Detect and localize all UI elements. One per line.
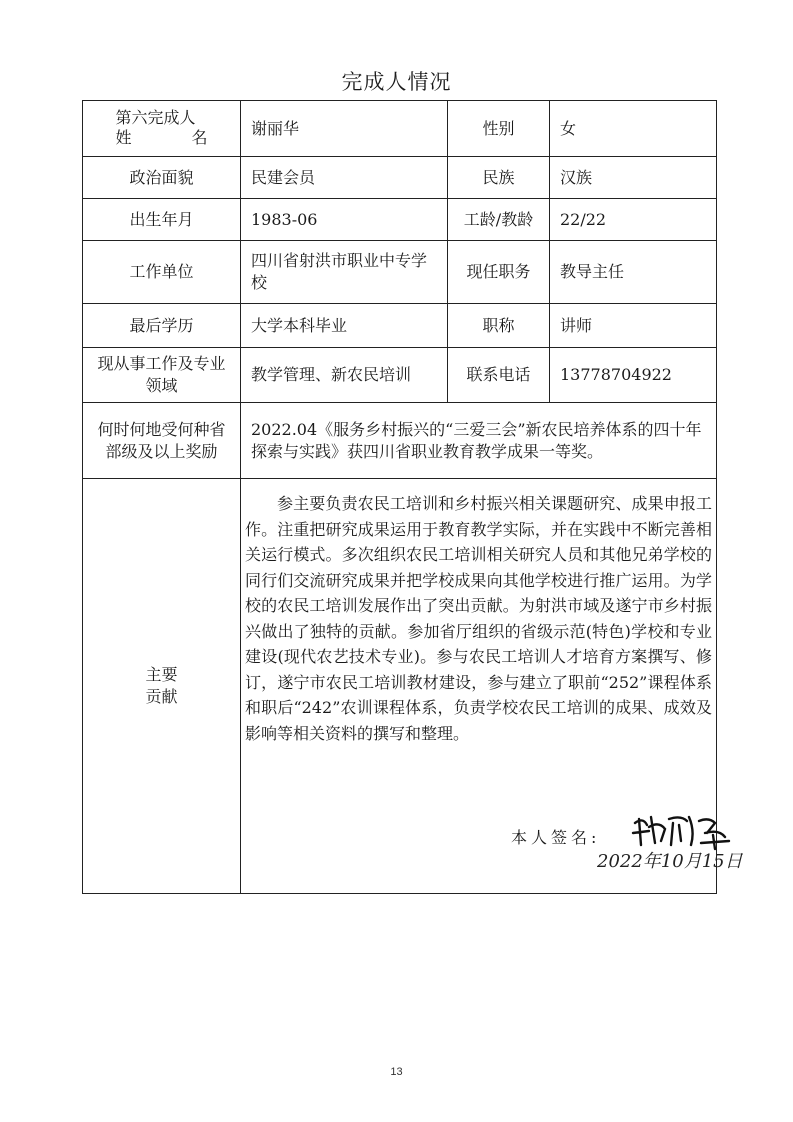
workplace-value: 四川省射洪市职业中专学校 <box>241 241 448 304</box>
birth-label: 出生年月 <box>83 199 241 241</box>
completer-info-table <box>82 100 743 894</box>
award-label: 何时何地受何种省部级及以上奖励 <box>83 403 241 479</box>
table-row <box>83 304 717 348</box>
workplace-label: 工作单位 <box>83 241 241 304</box>
table-row <box>83 479 717 894</box>
table-row <box>83 403 717 479</box>
professional-title-value: 讲师 <box>550 304 717 348</box>
contribution-label-line2: 贡献 <box>145 687 178 706</box>
seniority-label: 工龄/教龄 <box>448 199 550 241</box>
name-value: 谢丽华 <box>241 101 448 157</box>
field-label: 现从事工作及专业领域 <box>83 348 241 403</box>
gender-label: 性别 <box>448 101 550 157</box>
seniority-value: 22/22 <box>550 199 717 241</box>
contribution-label-cell <box>83 479 241 894</box>
name-label-given: 名 <box>191 128 208 147</box>
table-row <box>83 348 717 403</box>
field-value: 教学管理、新农民培训 <box>241 348 448 403</box>
page-number: 13 <box>390 1066 403 1078</box>
handwritten-signature <box>629 811 749 851</box>
page-title: 完成人情况 <box>341 70 452 94</box>
phone-value: 13778704922 <box>550 348 717 403</box>
name-label-line1: 第六完成人 <box>115 108 196 127</box>
position-label: 现任职务 <box>448 241 550 304</box>
table-row <box>83 101 717 157</box>
professional-title-label: 职称 <box>448 304 550 348</box>
education-value: 大学本科毕业 <box>241 304 448 348</box>
table-row <box>83 241 717 304</box>
name-label-cell <box>83 101 241 157</box>
education-label: 最后学历 <box>83 304 241 348</box>
gender-value: 女 <box>550 101 717 157</box>
contribution-text: 参主要负责农民工培训和乡村振兴相关课题研究、成果申报工作。注重把研究成果运用于教育教学实际，并在实践中不断完善相关运行模式。多次组织农民工培训相关研究人员和其他兄弟学校的同行们交流研究成果并把学校成果向其他学校进行推广运用。为学校的农民工培训发展作出了突出贡献。为射洪市域及遂宁市乡村振兴做出了独特的贡献。参加省厅组织的省级示范(特色)学校和专业建设(现代农艺技术专业)。参与农民工培训人才培育方案撰写、修订，遂宁市农民工培训教材建设，参与建立了职前“252”课程体系和职后“242”农训课程体系，负责学校农民工培训的成果、成效及影响等相关资料的撰写和整理。 <box>245 494 712 743</box>
phone-label: 联系电话 <box>448 348 550 403</box>
ethnicity-value: 汉族 <box>550 157 717 199</box>
signature-label: 本人签名: <box>511 828 601 847</box>
signature-area <box>511 817 771 877</box>
birth-value: 1983-06 <box>241 199 448 241</box>
name-label-surname: 姓 <box>115 128 132 147</box>
signature-date: 2022年10月15日 <box>597 851 743 872</box>
political-value: 民建会员 <box>241 157 448 199</box>
table-row <box>83 199 717 241</box>
contribution-cell <box>241 479 743 894</box>
position-value: 教导主任 <box>550 241 717 304</box>
political-label: 政治面貌 <box>83 157 241 199</box>
table-row <box>83 157 717 199</box>
contribution-label-line1: 主要 <box>145 665 178 684</box>
ethnicity-label: 民族 <box>448 157 550 199</box>
award-value: 2022.04《服务乡村振兴的“三爱三会”新农民培养体系的四十年探索与实践》获四川省职业教育教学成果一等奖。 <box>241 403 717 479</box>
